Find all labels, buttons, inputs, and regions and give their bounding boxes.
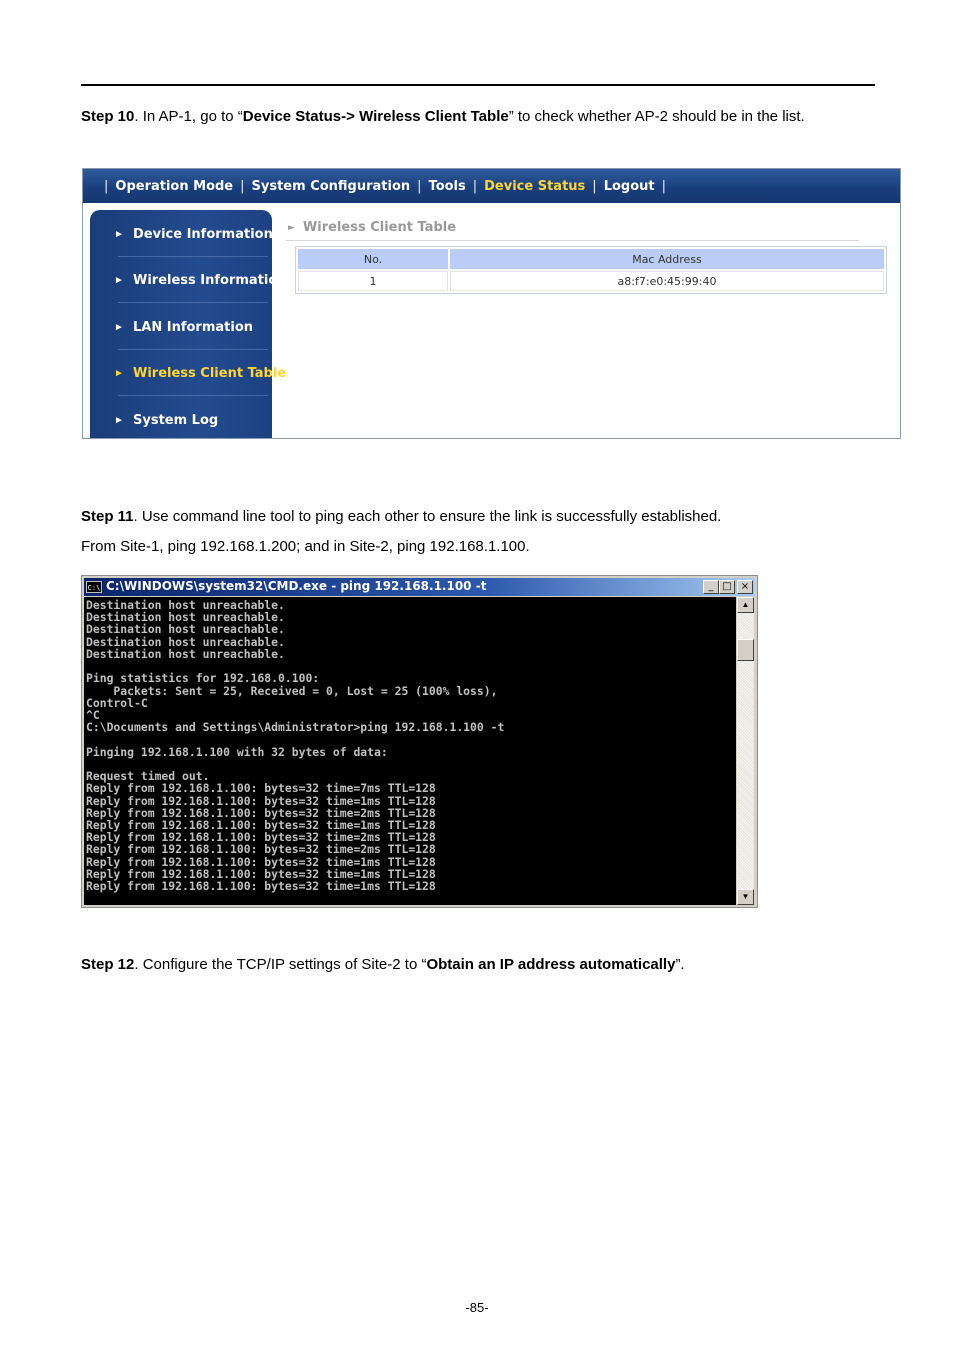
nav-item-system-configuration[interactable]: System Configuration: [251, 178, 411, 194]
console-line: Reply from 192.168.1.100: bytes=32 time=2ms TTL=128: [86, 805, 436, 820]
step11-label: Step 11: [81, 508, 134, 525]
step12-label: Step 12: [81, 956, 135, 973]
step10-paragraph: [81, 108, 805, 126]
console-line: Reply from 192.168.1.100: bytes=32 time=2ms TTL=128: [86, 842, 436, 857]
nav-separator: |: [661, 178, 666, 194]
cmd-title-text: C:\WINDOWS\system32\CMD.exe - ping 192.168.1.100 -t: [106, 579, 487, 593]
nav-separator: |: [240, 178, 245, 194]
step11-line2: From Site-1, ping 192.168.1.200; and in Site-2, ping 192.168.1.100.: [81, 538, 530, 555]
console-line: Reply from 192.168.1.100: bytes=32 time=1ms TTL=128: [86, 866, 436, 881]
nav-item-operation-mode[interactable]: Operation Mode: [115, 178, 234, 194]
step11-text: . Use command line tool to ping each other to ensure the link is successfully established.: [133, 508, 722, 525]
header-rule: [81, 84, 875, 86]
router-ui-screenshot: [82, 168, 901, 439]
console-line: Packets: Sent = 25, Received = 0, Lost = 25 (100% loss),: [86, 683, 498, 698]
cmd-title-bar: [84, 578, 755, 596]
step12-text-a: . Configure the TCP/IP settings of Site-2 to “: [134, 956, 427, 973]
sidebar-item-wireless-client-table[interactable]: [90, 353, 287, 399]
console-line: Destination host unreachable.: [86, 634, 285, 649]
sidebar-divider: [118, 395, 268, 396]
nav-separator: |: [417, 178, 422, 194]
step11-paragraph: [81, 508, 721, 526]
client-table: [295, 246, 887, 294]
nav-separator: |: [104, 178, 109, 194]
cell-no: 1: [298, 271, 448, 291]
scroll-down-icon[interactable]: ▼: [737, 889, 754, 905]
console-line: Reply from 192.168.1.100: bytes=32 time=1ms TTL=128: [86, 793, 436, 808]
sidebar-item-device-information[interactable]: [90, 214, 272, 260]
sidebar-divider: [118, 349, 268, 350]
console-line: Reply from 192.168.1.100: bytes=32 time=2ms TTL=128: [86, 830, 436, 845]
console-line: Destination host unreachable.: [86, 610, 285, 625]
cell-mac: a8:f7:e0:45:99:40: [450, 271, 884, 291]
sidebar-item-label: LAN Information: [133, 319, 254, 335]
sidebar-menu: [90, 210, 287, 439]
sidebar-item-label: Wireless Information: [133, 273, 287, 289]
column-header-no: No.: [298, 249, 448, 269]
triangle-right-icon: ►: [114, 275, 124, 287]
sidebar-divider: [118, 256, 268, 257]
nav-item-logout[interactable]: Logout: [603, 178, 655, 194]
page-number: -85-: [465, 1300, 489, 1315]
console-line: Reply from 192.168.1.100: bytes=32 time=7ms TTL=128: [86, 781, 436, 796]
step10-bold: Device Status-> Wireless Client Table: [242, 108, 509, 125]
console-line: Reply from 192.168.1.100: bytes=32 time=1ms TTL=128: [86, 817, 436, 832]
nav-item-device-status[interactable]: Device Status: [484, 178, 586, 194]
section-title-text: Wireless Client Table: [302, 220, 457, 235]
console-line: [86, 733, 736, 745]
console-line: Request timed out.: [86, 769, 210, 784]
sidebar-item-system-log[interactable]: [90, 400, 272, 439]
triangle-right-icon: ►: [114, 321, 124, 333]
step12-text-b: ”.: [675, 956, 685, 973]
console-line: Destination host unreachable.: [86, 598, 285, 612]
triangle-right-icon: ►: [114, 368, 124, 380]
nav-separator: |: [592, 178, 597, 194]
nav-item-tools[interactable]: Tools: [428, 178, 466, 194]
console-line: Destination host unreachable.: [86, 646, 285, 661]
step10-text-a: . In AP-1, go to “: [134, 108, 243, 125]
sidebar-item-label: System Log: [133, 412, 219, 428]
maximize-button[interactable]: □: [719, 580, 735, 594]
sidebar-item-label: Device Information: [133, 227, 273, 242]
cmd-console[interactable]: [84, 597, 736, 905]
console-line: Ping statistics for 192.168.0.100:: [86, 671, 320, 686]
sidebar-item-lan-information[interactable]: [90, 307, 272, 353]
sidebar-divider: [118, 302, 268, 303]
scroll-up-icon[interactable]: ▲: [737, 597, 754, 613]
step12-paragraph: [81, 956, 685, 974]
table-header-row: [298, 249, 884, 269]
section-title: [288, 220, 456, 235]
vertical-scrollbar[interactable]: [737, 597, 754, 905]
cmd-icon: C:\: [86, 581, 102, 593]
sidebar-item-label: Wireless Client Table: [133, 366, 287, 382]
cmd-output: [84, 597, 736, 892]
triangle-right-icon: ►: [114, 229, 124, 240]
console-line: Reply from 192.168.1.100: bytes=32 time=1ms TTL=128: [86, 879, 436, 894]
console-line: Destination host unreachable.: [86, 622, 285, 637]
minimize-button[interactable]: _: [703, 580, 719, 594]
console-line: Control-C: [86, 695, 148, 710]
scroll-thumb[interactable]: [737, 639, 754, 661]
top-nav-bar: [83, 169, 900, 203]
step12-bold: Obtain an IP address automatically: [426, 956, 676, 973]
sidebar-item-wireless-information[interactable]: [90, 260, 287, 306]
cmd-window: [81, 575, 758, 908]
table-row: [298, 271, 884, 291]
console-line: Reply from 192.168.1.100: bytes=32 time=1ms TTL=128: [86, 854, 436, 869]
triangle-right-icon: ►: [114, 414, 124, 426]
console-line: Pinging 192.168.1.100 with 32 bytes of data:: [86, 744, 388, 759]
top-nav-list: [97, 169, 673, 203]
step10-text-b: ” to check whether AP-2 should be in the list.: [508, 108, 805, 125]
console-line: C:\Documents and Settings\Administrator>ping 192.168.1.100 -t: [86, 720, 505, 735]
column-header-mac: Mac Address: [450, 249, 884, 269]
close-button[interactable]: ×: [737, 580, 753, 594]
triangle-right-icon: ►: [288, 223, 295, 233]
console-line: ^C: [86, 707, 100, 722]
nav-separator: |: [472, 178, 478, 194]
step10-label: Step 10: [81, 108, 135, 125]
title-divider: [286, 240, 859, 241]
